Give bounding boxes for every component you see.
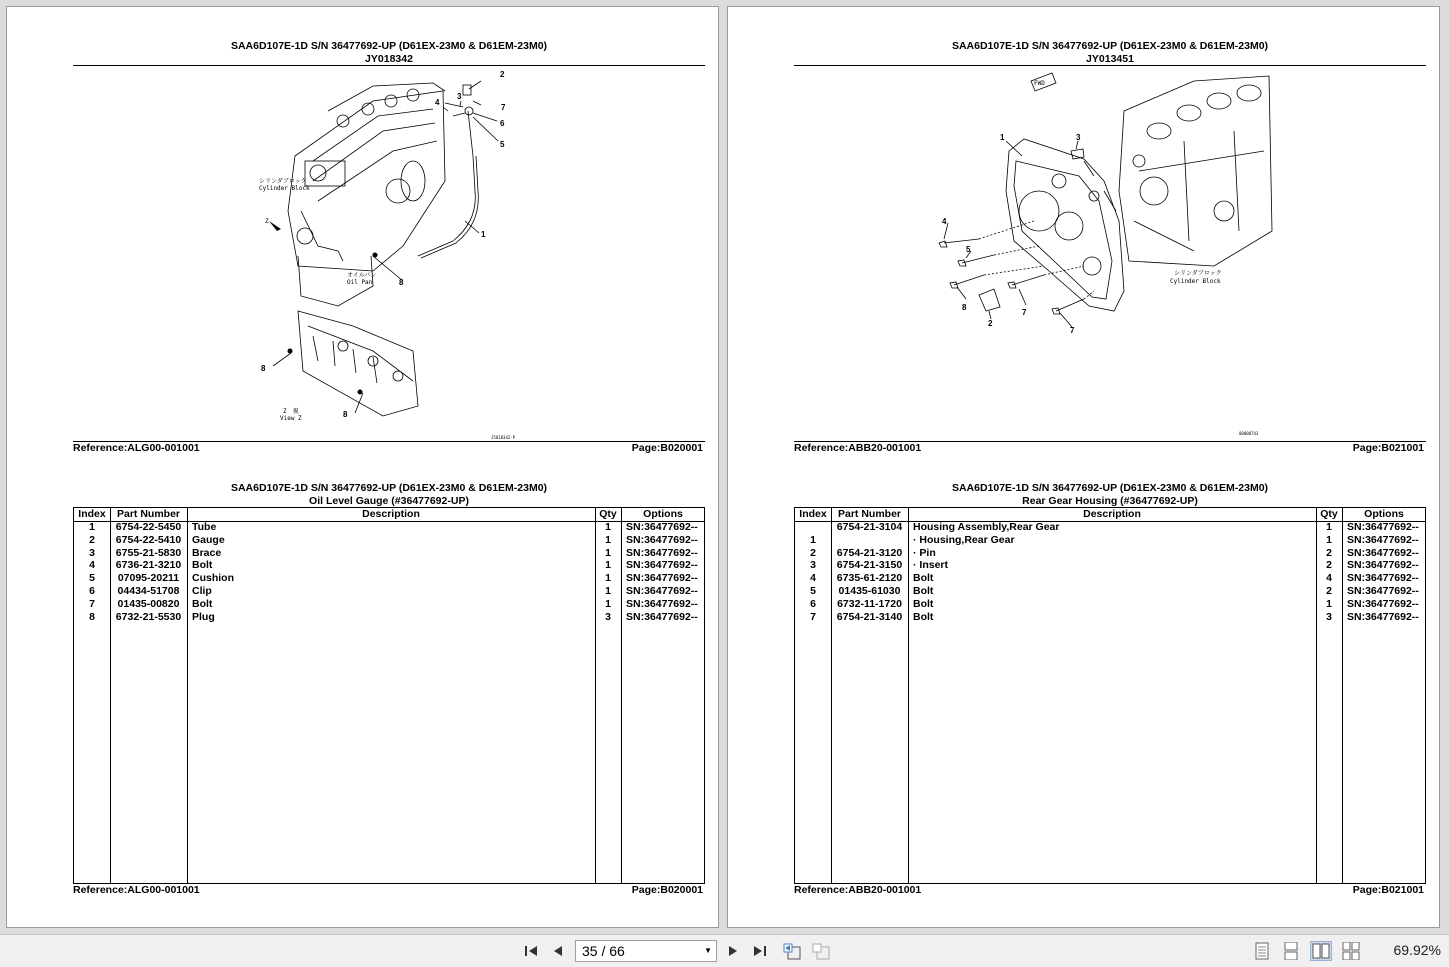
cell-description: Bolt xyxy=(913,597,934,610)
cell-description: Clip xyxy=(192,585,212,597)
view-z-label-en: View Z xyxy=(280,415,302,422)
cell-index: 6 xyxy=(89,585,95,597)
right-page xyxy=(727,6,1440,928)
table-row xyxy=(795,547,1425,560)
cell-options: SN:36477692-- xyxy=(1347,546,1419,559)
header-part-number: Part Number xyxy=(837,508,901,520)
cell-description: Tube xyxy=(192,521,217,533)
parts-table xyxy=(73,507,705,884)
go-forward-icon[interactable] xyxy=(810,941,832,961)
cylinder-block-label-jp: シリンダブロック xyxy=(259,178,307,185)
table-row xyxy=(74,521,704,534)
cell-options: SN:36477692-- xyxy=(626,533,698,546)
engine-illustration xyxy=(73,61,705,441)
cell-part-number: 6754-21-3120 xyxy=(836,546,903,559)
table-row xyxy=(795,598,1425,611)
cell-qty: 2 xyxy=(1326,559,1332,572)
table-row xyxy=(74,534,704,547)
table-row xyxy=(795,585,1425,598)
table-title: SAA6D107E-1D S/N 36477692-UP (D61EX-23M0 & D61EM-23M0) xyxy=(951,482,1269,494)
prev-page-icon[interactable] xyxy=(547,941,569,961)
cell-part-number: 6754-22-5450 xyxy=(115,521,182,533)
cell-description: Cushion xyxy=(192,572,234,585)
cell-index: 7 xyxy=(89,597,95,610)
reference-label: Reference:ALG00-001001 xyxy=(73,442,200,454)
oil-pan-label-jp: オイルパン xyxy=(347,272,377,279)
cell-part-number: 6755-21-5830 xyxy=(115,546,182,559)
callout-8c: 8 xyxy=(343,410,348,419)
callout-7a: 7 xyxy=(1022,308,1027,317)
two-page-view-icon[interactable] xyxy=(1310,941,1332,961)
cell-qty: 3 xyxy=(1326,610,1332,623)
cell-description: · Pin xyxy=(913,546,936,559)
page-number-value: 35 / 66 xyxy=(582,943,625,959)
cell-index: 8 xyxy=(89,610,95,623)
cell-options: SN:36477692-- xyxy=(626,559,698,572)
cell-part-number: 6754-21-3140 xyxy=(836,610,903,623)
header-qty: Qty xyxy=(1320,508,1338,520)
header-description: Description xyxy=(362,508,420,520)
table-row xyxy=(74,559,704,572)
two-page-continuous-icon[interactable] xyxy=(1340,941,1362,961)
callout-5: 5 xyxy=(500,140,505,149)
first-page-icon[interactable] xyxy=(520,941,542,961)
oil-level-gauge-diagram xyxy=(73,61,705,441)
callout-7b: 7 xyxy=(1070,326,1075,335)
cylinder-block-label-en: Cylinder Block xyxy=(259,185,310,192)
cell-options: SN:36477692-- xyxy=(1347,533,1419,546)
callout-8b: 8 xyxy=(261,364,266,373)
cell-part-number: 6754-21-3150 xyxy=(836,559,903,572)
table-row xyxy=(74,611,704,624)
cell-part-number: 07095-20211 xyxy=(117,572,180,585)
cell-qty: 1 xyxy=(605,521,611,533)
cell-index: 1 xyxy=(89,521,95,533)
cell-part-number: 6732-21-5530 xyxy=(115,610,182,623)
cell-qty: 4 xyxy=(1326,572,1332,585)
header-qty: Qty xyxy=(599,508,617,520)
header-part-number: Part Number xyxy=(116,508,180,520)
cell-qty: 2 xyxy=(1326,585,1332,597)
cell-options: SN:36477692-- xyxy=(1347,597,1419,610)
cell-options: SN:36477692-- xyxy=(626,521,698,533)
cell-index: 6 xyxy=(810,597,816,610)
zoom-level[interactable]: 69.92% xyxy=(1393,942,1441,958)
reference-label-bottom: Reference:ALG00-001001 xyxy=(73,884,200,896)
drawing-code: J5018342-P xyxy=(491,435,516,440)
cell-qty: 1 xyxy=(1326,521,1332,533)
header-options: Options xyxy=(1364,508,1404,520)
callout-8a: 8 xyxy=(399,278,404,287)
table-row xyxy=(795,559,1425,572)
callout-1: 1 xyxy=(1000,133,1005,142)
callout-1: 1 xyxy=(481,230,486,239)
cell-description: · Insert xyxy=(913,559,949,572)
pdf-toolbar xyxy=(0,934,1449,967)
cell-part-number: 6735-61-2120 xyxy=(836,572,903,585)
last-page-icon[interactable] xyxy=(749,941,771,961)
cell-options: SN:36477692-- xyxy=(626,546,698,559)
callout-4: 4 xyxy=(942,217,947,226)
cell-index: 7 xyxy=(810,610,816,623)
cell-index: 3 xyxy=(810,559,816,572)
cell-part-number: 6754-21-3104 xyxy=(836,521,903,533)
chevron-down-icon[interactable]: ▼ xyxy=(704,946,712,955)
view-z-marker: Z xyxy=(265,218,269,225)
cell-index: 2 xyxy=(89,533,95,546)
table-row xyxy=(795,611,1425,624)
table-subtitle: Oil Level Gauge (#36477692-UP) xyxy=(309,495,469,507)
table-row xyxy=(795,521,1425,534)
cell-qty: 1 xyxy=(605,585,611,597)
header-index: Index xyxy=(78,508,106,520)
cell-description: Bolt xyxy=(913,610,934,623)
cell-qty: 1 xyxy=(605,546,611,559)
table-header xyxy=(795,508,1425,522)
drawing-code: 00000743 xyxy=(1239,431,1259,436)
cell-qty: 1 xyxy=(1326,533,1332,546)
view-z-label-jp: Z 視 xyxy=(283,408,299,415)
cell-part-number: 6736-21-3210 xyxy=(115,559,182,572)
cell-index: 2 xyxy=(810,546,816,559)
callout-2: 2 xyxy=(500,70,505,79)
cell-description: Gauge xyxy=(192,533,225,546)
next-page-icon[interactable] xyxy=(722,941,744,961)
callout-2: 2 xyxy=(988,319,993,328)
cell-description: Bolt xyxy=(192,559,213,572)
cylinder-block-label-en: Cylinder Block xyxy=(1170,278,1221,285)
cell-description: Brace xyxy=(192,546,222,559)
fwd-arrow-label: FWD xyxy=(1034,80,1045,87)
reference-label: Reference:ABB20-001001 xyxy=(794,442,922,454)
cell-index: 5 xyxy=(810,585,816,597)
cell-options: SN:36477692-- xyxy=(1347,585,1419,597)
page-number-label: Page:B021001 xyxy=(1352,442,1424,454)
gear-housing-illustration xyxy=(794,61,1426,441)
single-page-view-icon[interactable] xyxy=(1251,941,1273,961)
table-row xyxy=(795,572,1425,585)
left-page xyxy=(6,6,719,928)
go-back-icon[interactable] xyxy=(781,941,803,961)
page-number-label-bottom: Page:B020001 xyxy=(631,884,703,896)
cell-options: SN:36477692-- xyxy=(1347,521,1419,533)
page-number-label: Page:B020001 xyxy=(631,442,703,454)
cell-part-number: 6754-22-5410 xyxy=(115,533,182,546)
continuous-view-icon[interactable] xyxy=(1280,941,1302,961)
callout-3: 3 xyxy=(457,92,462,101)
header-index: Index xyxy=(799,508,827,520)
table-subtitle: Rear Gear Housing (#36477692-UP) xyxy=(1022,495,1198,507)
table-row xyxy=(795,534,1425,547)
header-description: Description xyxy=(1083,508,1141,520)
cell-index: 4 xyxy=(89,559,95,572)
cell-index: 5 xyxy=(89,572,95,585)
header-options: Options xyxy=(643,508,683,520)
cell-description: Bolt xyxy=(913,572,934,585)
table-header xyxy=(74,508,704,522)
cell-options: SN:36477692-- xyxy=(1347,559,1419,572)
callout-3: 3 xyxy=(1076,133,1081,142)
callout-8: 8 xyxy=(962,303,967,312)
cell-qty: 1 xyxy=(605,559,611,572)
table-row xyxy=(74,585,704,598)
cell-part-number: 6732-11-1720 xyxy=(837,597,902,610)
reference-label-bottom: Reference:ABB20-001001 xyxy=(794,884,922,896)
cell-qty: 1 xyxy=(605,597,611,610)
cell-options: SN:36477692-- xyxy=(1347,572,1419,585)
cell-description: Housing Assembly,Rear Gear xyxy=(913,521,1060,533)
table-row xyxy=(74,547,704,560)
cell-options: SN:36477692-- xyxy=(626,597,698,610)
cell-index: 4 xyxy=(810,572,816,585)
cell-part-number: 01435-00820 xyxy=(117,597,180,610)
cylinder-block-label-jp: シリンダブロック xyxy=(1174,270,1222,277)
cell-qty: 1 xyxy=(605,572,611,585)
cell-options: SN:36477692-- xyxy=(626,572,698,585)
page-title: SAA6D107E-1D S/N 36477692-UP (D61EX-23M0 & D61EM-23M0) xyxy=(951,40,1269,52)
cell-options: SN:36477692-- xyxy=(1347,610,1419,623)
cell-description: Bolt xyxy=(192,597,213,610)
cell-index: 1 xyxy=(810,533,816,546)
page-number-label-bottom: Page:B021001 xyxy=(1352,884,1424,896)
oil-pan-label-en: Oil Pan xyxy=(347,279,373,286)
drawing-id: JY018342 xyxy=(365,53,413,65)
cell-qty: 3 xyxy=(605,610,611,623)
cell-qty: 1 xyxy=(605,533,611,546)
callout-7: 7 xyxy=(501,103,506,112)
cell-part-number: 04434-51708 xyxy=(117,585,180,597)
page-number-input[interactable] xyxy=(575,940,717,962)
cell-qty: 2 xyxy=(1326,546,1332,559)
cell-qty: 1 xyxy=(1326,597,1332,610)
parts-table xyxy=(794,507,1426,884)
cell-options: SN:36477692-- xyxy=(626,610,698,623)
table-title: SAA6D107E-1D S/N 36477692-UP (D61EX-23M0 & D61EM-23M0) xyxy=(230,482,548,494)
table-row xyxy=(74,572,704,585)
callout-4: 4 xyxy=(435,98,440,107)
page-title: SAA6D107E-1D S/N 36477692-UP (D61EX-23M0 & D61EM-23M0) xyxy=(230,40,548,52)
callout-5: 5 xyxy=(966,245,971,254)
cell-description: · Housing,Rear Gear xyxy=(913,533,1015,546)
cell-options: SN:36477692-- xyxy=(626,585,698,597)
cell-part-number: 01435-61030 xyxy=(838,585,901,597)
callout-6: 6 xyxy=(500,119,505,128)
drawing-id: JY013451 xyxy=(1086,53,1134,65)
cell-description: Bolt xyxy=(913,585,934,597)
cell-index: 3 xyxy=(89,546,95,559)
table-row xyxy=(74,598,704,611)
rear-gear-housing-diagram xyxy=(794,61,1426,441)
cell-description: Plug xyxy=(192,610,215,623)
